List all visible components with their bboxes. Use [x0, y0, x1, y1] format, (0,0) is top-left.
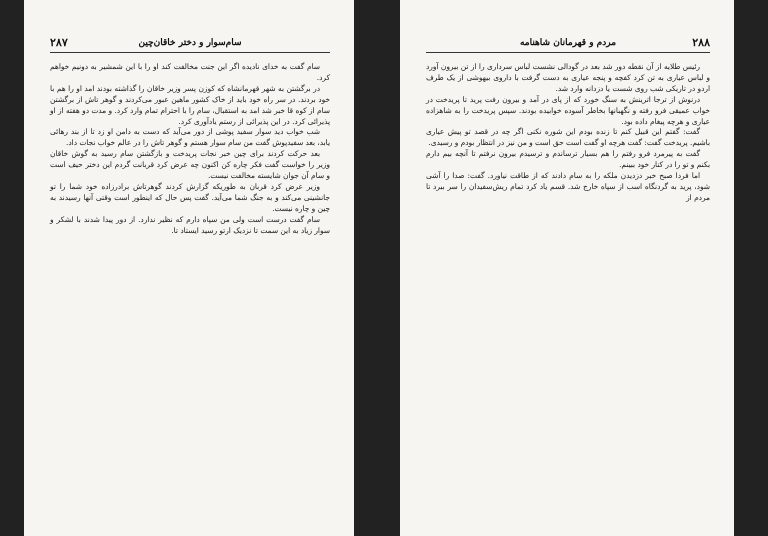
paragraph: گفت به پیرمرد فرو رفتم را هم بسیار ترساندم و ترسیدم بیرون نرفتم تا آنچه بیم دارم بکنم و تو را در کنار خود ببینم.: [426, 149, 710, 170]
paragraph: وزیر عرض کرد قربان به طوریکه گزارش کردند گوهرتاش برادرزاده خود شما را تو جانشینی می‌کند و به جنگ شما می‌آید. گفت پس حال که اینطور است وقتی آنها رسیدند به چین و چاره نیست.: [50, 181, 330, 213]
right-page: [400, 0, 734, 536]
paragraph: شب خواب دید سوار سفید پوشی از دور می‌آید که دست به دامن او زد تا از بند رهائی یابد، بعد سفیدپوش گفت من سام سوار هستم و گوهر تاش را در عالم خواب نجات داد.: [50, 127, 330, 148]
left-page: [24, 0, 354, 536]
paragraph: بعد حرکت کردند برای چین خبر نجات پریدخت و بازگشتن سام رسید به گوش خاقان وزیر را خواست گفت فکر چاره کن اکنون چه عرض کرد قربانت گردم این دختر حیف است و سام آن جوان شایسته مخالفت نیست.: [50, 149, 330, 181]
page-number-left: ۲۸۷: [50, 36, 68, 49]
paragraph: درنوش از ترجا اترینش به سنگ خورد که از پای در آمد و بیرون رفت پرید تا پریدخت در خواب عمیقی فرو رفته و نگهبانها بخاطر آسوده خوابیده بودند. سپس پریدخت را به شاهزاده عیاری و هرچه پیغام داده بود.: [426, 94, 710, 126]
paragraph: سام گفت به خدای نادیده اگر این جنت مخالفت کند او را با این شمشیر به دونیم خواهم کرد.: [50, 62, 330, 82]
paragraph: سام گفت درست است ولی من سپاه دارم که نظیر ندارد. از دور پیدا شدند با لشکر و سوار زیاد به این سمت تا نزدیک ارتو رسید ایستاد تا.: [50, 214, 330, 235]
page-number-right: ۲۸۸: [692, 36, 710, 49]
paragraph: اما فردا صبح خبر دزدیدن ملکه را به سام دادند که از طاقت نیاورد. گفت: صدا را آشی شود، پرید به گردنگاه اسب از سپاه خارج شد. قسم یاد کرد تمام ریش‌سفیدان را سر ببرد تا مردم از: [426, 171, 710, 202]
running-title-right: مردم و قهرمانان شاهنامه: [519, 38, 617, 48]
left-page-text: [50, 62, 330, 237]
paragraph: رئیس طلایه از آن نقطه دور شد بعد در گودالی نشست لباس سرداری را از تن بیرون آورد و لباس عیاری به تن کرد کفچه و پنجه عیاری به دست گرفت با داروی بیهوشی از یک طرف اردو در تاریکی شب روی شست یا دزدانه وارد شد.: [426, 62, 710, 93]
right-page-header: [426, 36, 710, 53]
left-page-header: [50, 36, 330, 53]
paragraph: در برگشتن به شهر قهرمانشاه که کوزن پسر وزیر خاقان را گذاشته بودند امد او را هم با خود بردند. در سر راه خود باید از خاک کشور ماهین عبور می‌کردند و گوهر تاش از برگشتن سام از کوه قا خبر شد امد به استقبال، سام را با احترام تمام وارد کرد. و مدت دو هفته از او پذیرائی کرد. در این پذیرائی از رستم یادآوری کرد.: [50, 83, 330, 126]
paragraph: گفت: گفتم این قبیل کنم تا زنده بودم این شوره نکنی اگر چه در قصد تو پیش عیاری باشیم. پریدخت گفت: گفت هرچه او گفت است حق است و من نیز در انتظار بودم و رسیدی.: [426, 127, 710, 148]
right-page-text: [426, 62, 710, 204]
running-title-left: سام‌سوار و دختر خاقان‌چین: [138, 38, 242, 48]
